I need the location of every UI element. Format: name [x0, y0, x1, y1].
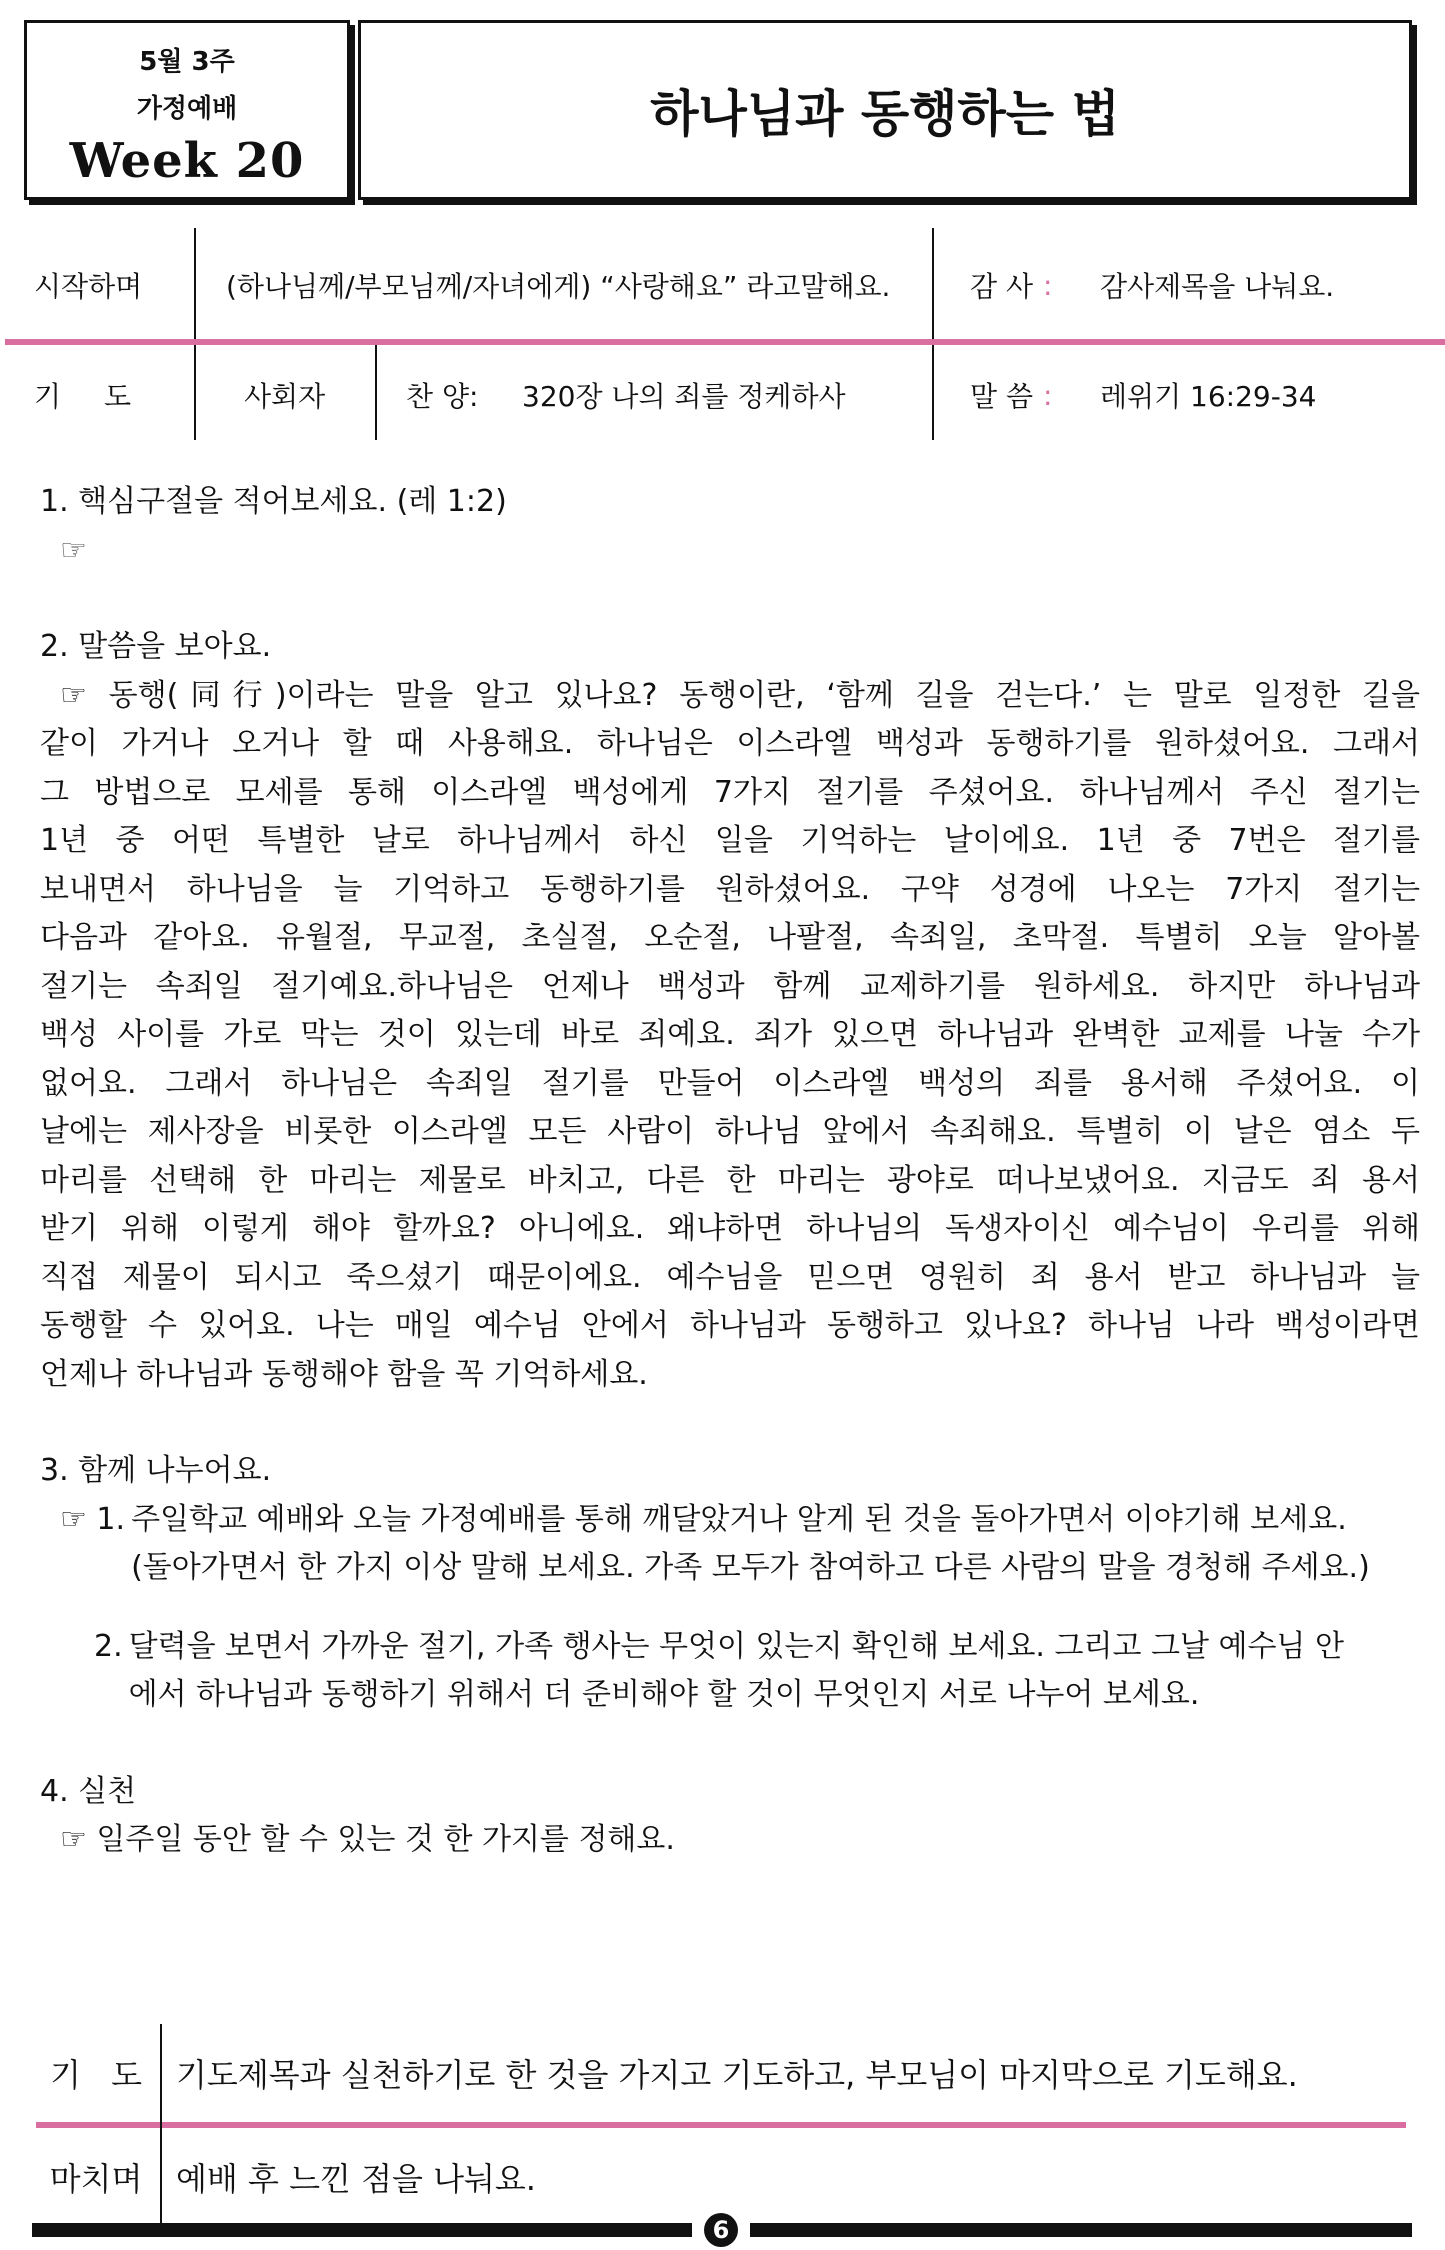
start-label: 시작하며 [34, 270, 143, 303]
hymn-label: 찬 양: [406, 380, 479, 413]
thanks-colon: : [1043, 268, 1053, 302]
section-2-text [40, 672, 1420, 1400]
section-2-line: ☞ 동행(同行)이라는 말을 알고 있나요? 동행이란, ‘함께 길을 걷는다.’ 는 말로 일정한 길을 [60, 677, 1420, 713]
footer-prayer-label: 기 도 [50, 2056, 142, 2094]
thanks-label-text: 감 사 [970, 270, 1033, 303]
service-label: 가정예배 [136, 94, 238, 124]
page-bar-left [32, 2223, 692, 2237]
pointing-hand-icon: ☞ [60, 532, 87, 568]
share-item [60, 1496, 1420, 1593]
section-2-line: 없어요. 그래서 하나님은 속죄일 절기를 만들어 이스라엘 백성의 죄를 용서해 주셨어요. 이 [40, 1065, 1420, 1101]
page-bar [32, 2216, 1412, 2244]
spacer [60, 1593, 1420, 1623]
section-2-line: 백성 사이를 가로 막는 것이 있는데 바로 죄예요. 죄가 있으면 하나님과 완벽한 교제를 나눌 수가 [40, 1017, 1420, 1052]
start-text: (하나님께/부모님께/자녀에게) “사랑해요” 라고말해요. [226, 270, 891, 303]
section-2-line: 날에는 제사장을 비롯한 이스라엘 모든 사람이 하나님 앞에서 속죄해요. 특별히 이 날은 염소 두 [40, 1114, 1420, 1149]
leader-text: 사회자 [244, 380, 326, 413]
section-2-line: 언제나 하나님과 동행해야 함을 꼭 기억하세요. [40, 1356, 648, 1392]
footer-table [36, 2024, 1406, 2226]
share-item-text: 달력을 보면서 가까운 절기, 가족 행사는 무엇이 있는지 확인해 보세요. 그리고 그날 예수님 안에서 하나님과 동행하기 위해서 더 준비해야 할 것이 무엇인지 서로 나누어 보세요. [128, 1628, 1344, 1712]
thanks-text: 감사제목을 나눠요. [1100, 270, 1335, 303]
page-title: 하나님과 동행하는 법 [650, 85, 1120, 143]
section-2-title: 2. 말씀을 보아요. [40, 629, 272, 664]
prayer-label: 기 도 [34, 380, 131, 413]
scripture-text: 레위기 16:29-34 [1100, 380, 1317, 413]
footer-closing-text: 예배 후 느낀 점을 나눠요. [176, 2160, 536, 2198]
section-2-line: 그 방법으로 모세를 통해 이스라엘 백성에게 7가지 절기를 주셨어요. 하나님께서 주신 절기는 [40, 774, 1420, 810]
section-2-line: 같이 가거나 오거나 할 때 사용해요. 하나님은 이스라엘 백성과 동행하기를 원하셨어요. 그래서 [40, 726, 1420, 761]
section-2-line: 직접 제물이 되시고 죽으셨기 때문이에요. 예수님을 믿으면 영원히 죄 용서 받고 하나님과 늘 [40, 1259, 1420, 1295]
divider [160, 2024, 162, 2224]
section-4-title: 4. 실천 [40, 1773, 137, 1809]
footer-closing-row [36, 2128, 1406, 2226]
thanks-label [970, 235, 1052, 335]
info-table [0, 225, 1445, 440]
scripture-label [970, 345, 1052, 445]
scripture-label-text: 말 씀 [970, 380, 1033, 413]
share-list [40, 1496, 1420, 1720]
footer-closing-label: 마치며 [49, 2160, 143, 2198]
section-2-line: 1년 중 어떤 특별한 날로 하나님께서 하신 일을 기억하는 날이에요. 1년 중 7번은 절기를 [40, 823, 1420, 858]
spacer [40, 1399, 1420, 1447]
page-number: 6 [704, 2213, 738, 2247]
share-item [60, 1623, 1420, 1720]
title-box [358, 20, 1412, 200]
spacer [40, 1720, 1420, 1768]
week-number: Week 20 [69, 133, 305, 189]
divider [375, 343, 377, 440]
divider [194, 228, 196, 440]
hymn-text: 320장 나의 죄를 정케하사 [522, 380, 846, 413]
practice-text: ☞ 일주일 동안 할 수 있는 것 한 가지를 정해요. [60, 1822, 675, 1857]
section-2-line: 동행할 수 있어요. 나는 매일 예수님 안에서 하나님과 동행하고 있나요? 하나님 나라 백성이라면 [40, 1308, 1420, 1343]
section-2-line: 받기 위해 이렇게 해야 할까요? 아니에요. 왜냐하면 하나님의 독생자이신 예수님이 우리를 위해 [40, 1211, 1420, 1246]
divider [932, 228, 934, 440]
section-2-line: 보내면서 하나님을 늘 기억하고 동행하기를 원하셨어요. 구약 성경에 나오는 7가지 절기는 [40, 871, 1420, 907]
section-1-title: 1. 핵심구절을 적어보세요. (레 1:2) [40, 484, 507, 519]
footer-prayer-text: 기도제목과 실천하기로 한 것을 가지고 기도하고, 부모님이 마지막으로 기도해요. [176, 2056, 1298, 2094]
share-item-text: 주일학교 예배와 오늘 가정예배를 통해 깨달았거나 알게 된 것을 돌아가면서 이야기해 보세요. (돌아가면서 한 가지 이상 말해 보세요. 가족 모두가 참여하고 다른 사람의 말을 경청해 주세요.) [131, 1501, 1370, 1585]
worship-content [40, 478, 1420, 1865]
week-label: 5월 3주 [139, 47, 235, 77]
section-3-title: 3. 함께 나누어요. [40, 1453, 272, 1488]
scripture-colon: : [1043, 378, 1053, 412]
share-item-number: ☞ 1. [60, 1501, 126, 1537]
section-2-line: 다음과 같아요. 유월절, 무교절, 초실절, 오순절, 나팔절, 속죄일, 초막절. 특별히 오늘 알아볼 [40, 920, 1420, 955]
page-bar-right [750, 2223, 1412, 2237]
section-2-line: 절기는 속죄일 절기예요.하나님은 언제나 백성과 함께 교제하기를 원하세요. 하지만 하나님과 [40, 968, 1420, 1004]
week-box [24, 20, 350, 200]
share-item-number: 2. [94, 1628, 123, 1664]
spacer [40, 575, 1420, 623]
footer-prayer-row [36, 2024, 1406, 2122]
section-2-line: 마리를 선택해 한 마리는 제물로 바치고, 다른 한 마리는 광야로 떠나보냈어요. 지금도 죄 용서 [40, 1162, 1420, 1198]
